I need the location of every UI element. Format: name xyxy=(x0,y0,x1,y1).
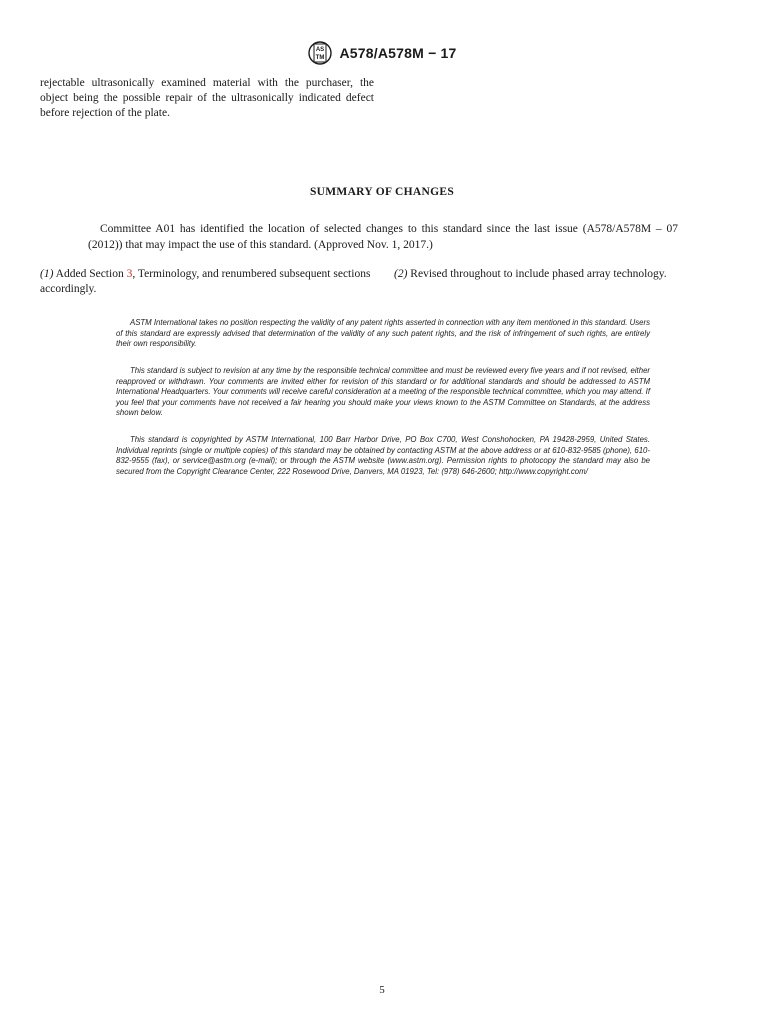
changes-list xyxy=(40,267,714,297)
change-text: Added Section xyxy=(53,268,127,280)
change-item-1 xyxy=(40,267,374,297)
change-text: , Terminology, and renumbered subsequent sections accordingly. xyxy=(40,268,371,295)
standard-designation: A578/A578M − 17 xyxy=(339,45,457,61)
change-item-2 xyxy=(394,267,714,297)
section-link[interactable]: 3 xyxy=(126,268,133,280)
change-text: Revised throughout to include phased array technology. xyxy=(407,268,667,280)
page-header xyxy=(0,38,764,68)
intro-paragraph xyxy=(40,76,374,121)
summary-title: SUMMARY OF CHANGES xyxy=(309,186,455,198)
revision-notice: This standard is subject to revision at any time by the responsible technical committee and must be reviewed every five years and if not revised, either reapproved or withdrawn. Your comments are invited either for revision of this standard or for additional standards and should be addressed to ASTM International Headquarters. Your comments will receive careful consideration at a meeting of the responsible technical committee, which you may attend. If you feel that your comments have not received a fair hearing you should make your views known to the ASTM Committee on Standards, at the address shown below. xyxy=(116,366,650,418)
change-number: (2) xyxy=(394,268,408,280)
change-number: (1) xyxy=(40,268,54,280)
copyright-notice: This standard is copyrighted by ASTM International, 100 Barr Harbor Drive, PO Box C700, West Conshohocken, PA 19428-2959, United States. Individual reprints (single or multiple copies) of this standard may be obtained by contacting ASTM at the above address or at 610-832-9585 (phone), 610-832-9555 (fax), or service@astm.org (e-mail); or through the ASTM website (www.astm.org). Permission rights to photocopy the standard may also be secured from the Copyright Clearance Center, 222 Rosewood Drive, Danvers, MA 01923, Tel: (978) 646-2600; http://www.copyright.com/ xyxy=(116,435,650,476)
summary-text: Committee A01 has identified the location of selected changes to this standard since the last issue (A578/A578M – 07 (2012)) that may impact the use of this standard. (Approved Nov. 1, 2017.) xyxy=(88,223,678,251)
astm-logo-icon xyxy=(307,38,333,68)
svg-text:TM: TM xyxy=(316,55,325,61)
page-number: 5 xyxy=(379,984,385,996)
intro-text: rejectable ultrasonically examined material with the purchaser, the object being the possible repair of the ultrasonically indicated defect before rejection of the plate. xyxy=(40,77,374,119)
svg-text:AS: AS xyxy=(316,47,325,53)
patent-notice: ASTM International takes no position respecting the validity of any patent rights asserted in connection with any item mentioned in this standard. Users of this standard are expressly advised that determination of the validity of any such patent rights, and the risk of infringement of such rights, are entirely their own responsibility. xyxy=(116,318,650,349)
